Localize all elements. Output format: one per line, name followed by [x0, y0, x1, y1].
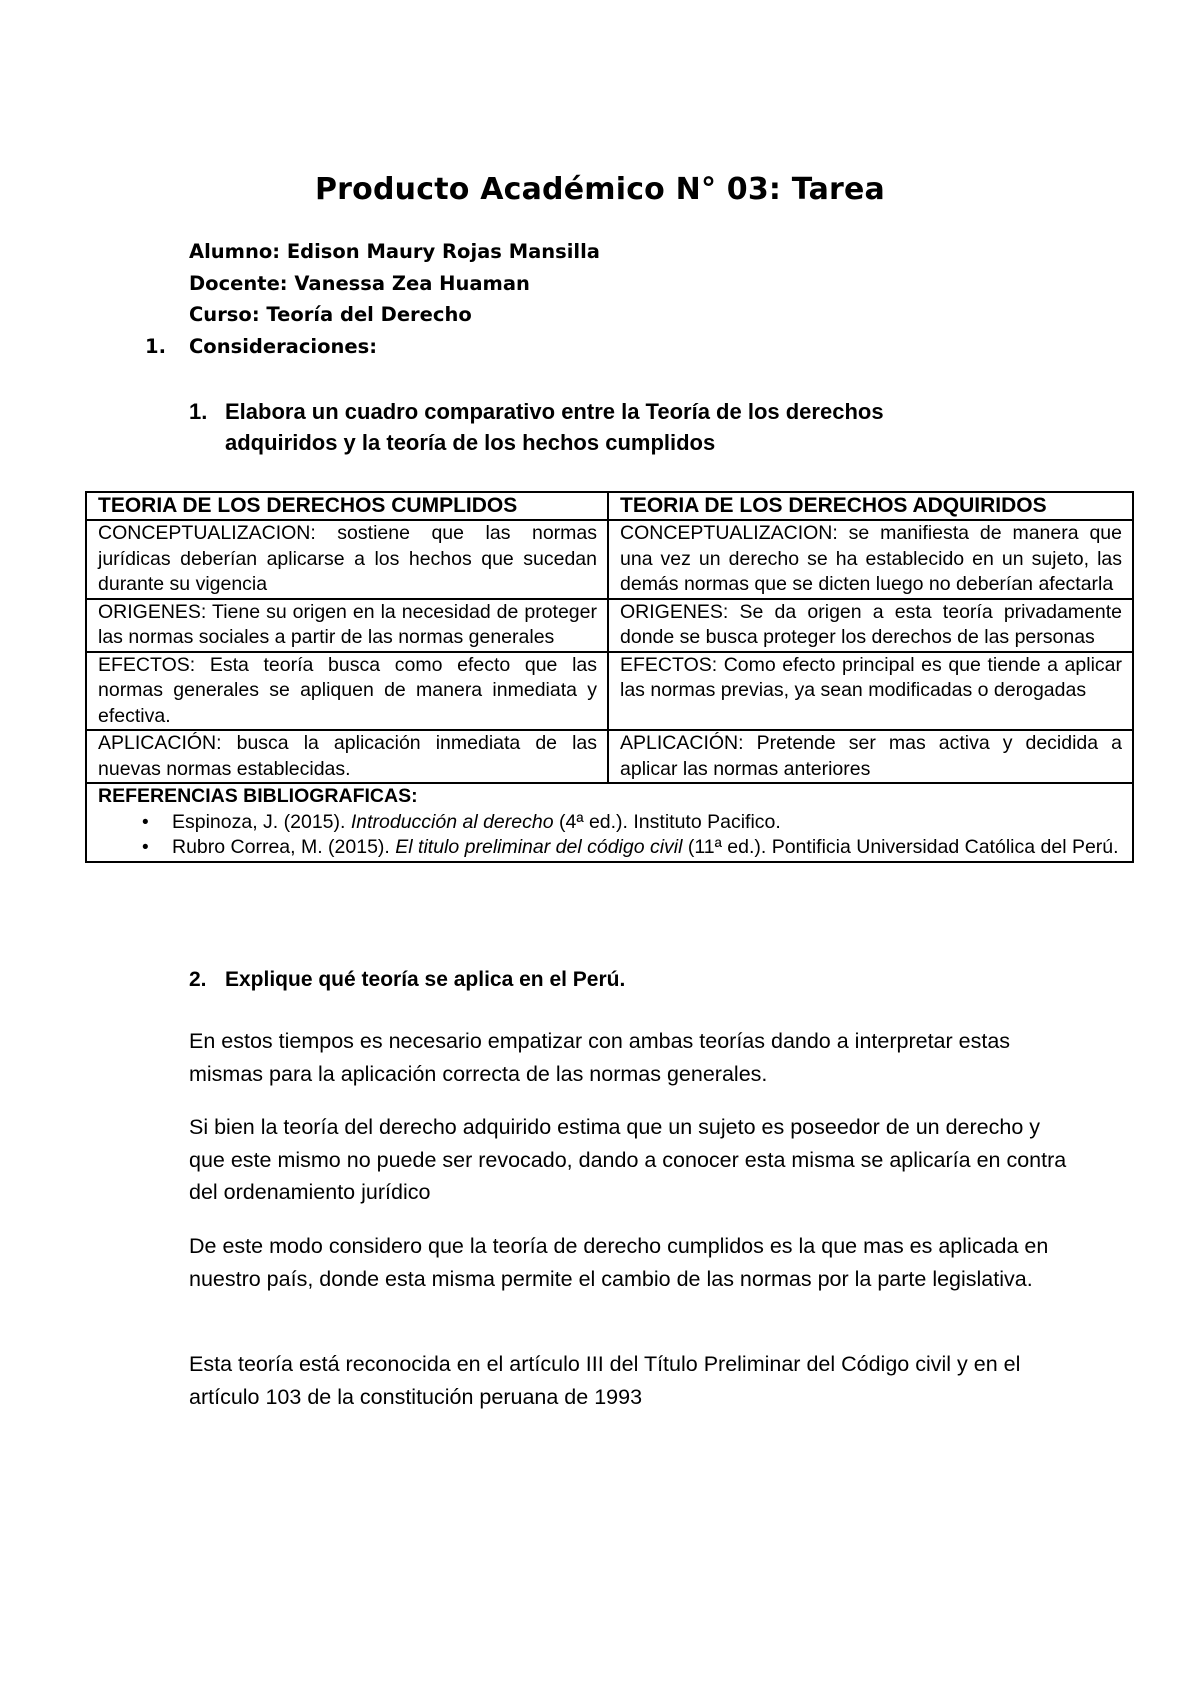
course-name: Curso: Teoría del Derecho [189, 303, 472, 326]
header-cumplidos: TEORIA DE LOS DERECHOS CUMPLIDOS [86, 492, 608, 520]
reference-title-italic: El titulo preliminar del código civil [395, 836, 683, 858]
cell-aplicacion-cumplidos: APLICACIÓN: busca la aplicación inmediata de las nuevas normas establecidas. [86, 730, 608, 783]
question-1-text: Elabora un cuadro comparativo entre la Teoría de los derechos adquiridos y la teoría de los hechos cumplidos [225, 399, 884, 455]
reference-text-before: Espinoza, J. (2015). [172, 810, 351, 833]
references-list [98, 810, 1122, 861]
reference-text-after: (4ª ed.). Instituto Pacifico. [553, 810, 781, 833]
cell-efectos-adquiridos: EFECTOS: Como efecto principal es que tiende a aplicar las normas previas, ya sean modificadas o derogadas [608, 652, 1133, 731]
cell-origenes-cumplidos: ORIGENES: Tiene su origen en la necesidad de proteger las normas sociales a partir de las normas generales [86, 599, 608, 652]
cell-efectos-cumplidos: EFECTOS: Esta teoría busca como efecto que las normas generales se apliquen de manera inmediata y efectiva. [86, 652, 608, 731]
cell-conceptualizacion-cumplidos: CONCEPTUALIZACION: sostiene que las normas jurídicas deberían aplicarse a los hechos que sucedan durante su vigencia [86, 520, 608, 599]
reference-text-before: Rubro Correa, M. (2015). [172, 836, 396, 858]
table-row [86, 520, 1133, 599]
cell-origenes-adquiridos: ORIGENES: Se da origen a esta teoría privadamente donde se busca proteger los derechos de las personas [608, 599, 1133, 652]
student-name: Alumno: Edison Maury Rojas Mansilla [189, 240, 600, 263]
teacher-name: Docente: Vanessa Zea Huaman [189, 272, 530, 295]
references-title: REFERENCIAS BIBLIOGRAFICAS: [98, 785, 418, 807]
table-row [86, 652, 1133, 731]
reference-text-after: (11ª ed.). Pontificia Universidad Católica del Perú. [682, 836, 1119, 858]
question-2-text: Explique qué teoría se aplica en el Perú. [225, 968, 626, 991]
table-header-row [86, 492, 1133, 520]
question-1 [189, 396, 989, 458]
considerations-number: 1. [145, 335, 166, 358]
table-row [86, 599, 1133, 652]
comparison-table [85, 491, 1134, 863]
reference-item [98, 835, 1122, 861]
question-2-number: 2. [189, 968, 207, 991]
references-cell [86, 783, 1133, 862]
bullet-icon: • [142, 811, 149, 833]
references-row [86, 783, 1133, 862]
answer-paragraph-2: Si bien la teoría del derecho adquirido estima que un sujeto es poseedor de un derecho y que este mismo no puede ser revocado, dando a conocer esta misma se aplicaría en contra del ordenamiento jurídico [189, 1115, 1067, 1204]
cell-aplicacion-adquiridos: APLICACIÓN: Pretende ser mas activa y decidida a aplicar las normas anteriores [608, 730, 1133, 783]
reference-title-italic: Introducción al derecho [350, 810, 554, 833]
considerations-heading: Consideraciones: [189, 335, 377, 358]
answer-paragraph-3: De este modo considero que la teoría de derecho cumplidos es la que mas es aplicada en nuestro país, donde esta misma permite el cambio de las normas por la parte legislativa. [189, 1234, 1049, 1291]
answer-paragraph-1: En estos tiempos es necesario empatizar con ambas teorías dando a interpretar estas mismas para la aplicación correcta de las normas generales. [189, 1029, 1011, 1086]
reference-item [98, 810, 1122, 836]
header-adquiridos: TEORIA DE LOS DERECHOS ADQUIRIDOS [608, 492, 1133, 520]
question-2 [189, 968, 625, 992]
table-row [86, 730, 1133, 783]
document-title: Producto Académico N° 03: Tarea [314, 172, 886, 207]
answer-paragraph-4: Esta teoría está reconocida en el artículo III del Título Preliminar del Código civil y en el artículo 103 de la constitución peruana de 1993 [189, 1352, 1021, 1409]
bullet-icon: • [142, 837, 149, 858]
cell-conceptualizacion-adquiridos: CONCEPTUALIZACION: se manifiesta de manera que una vez un derecho se ha establecido en un sujeto, las demás normas que se dicten luego no deberían afectarla [608, 520, 1133, 599]
question-1-number: 1. [189, 399, 208, 424]
